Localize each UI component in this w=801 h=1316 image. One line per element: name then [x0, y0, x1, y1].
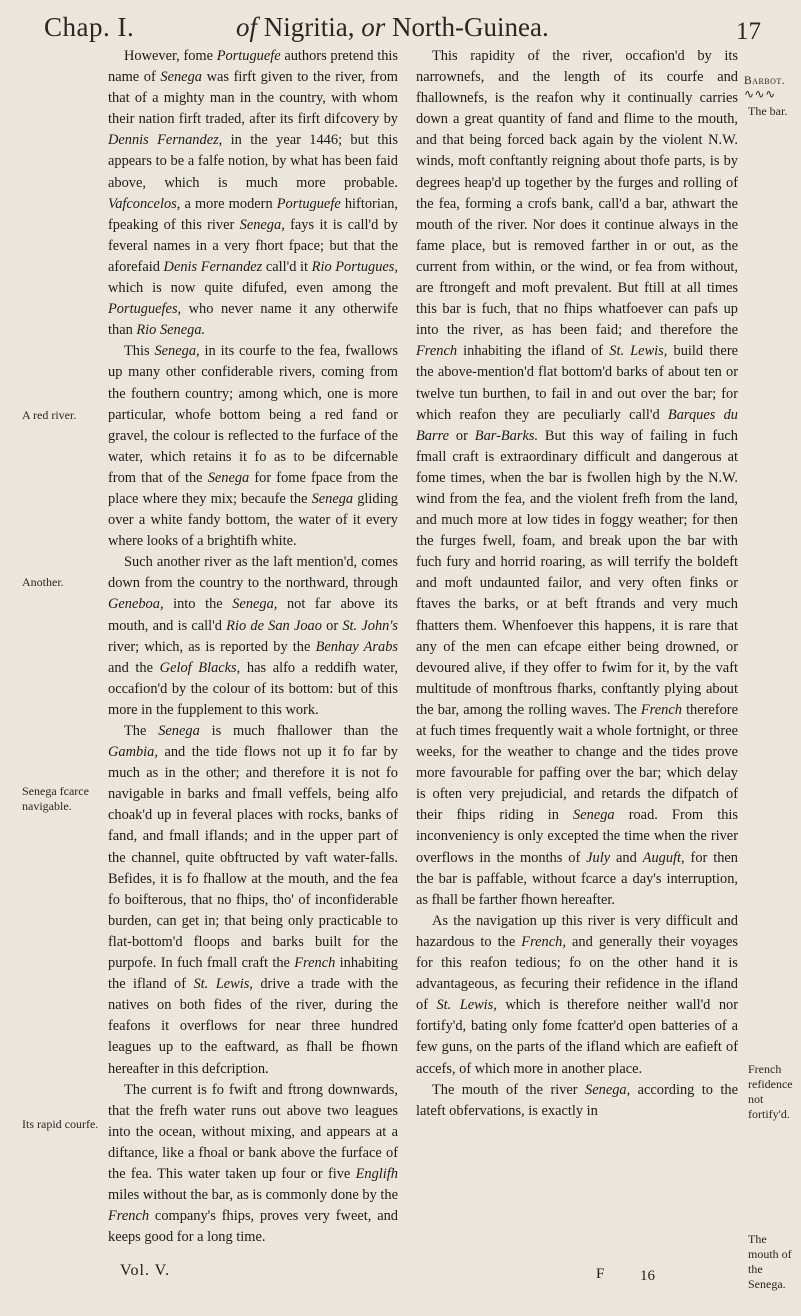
page-footer [120, 1262, 761, 1292]
italic-run: Rio Portugues, [311, 258, 398, 275]
italic-run: Rio de San Joao [226, 617, 322, 634]
italic-run: Senega, [232, 596, 278, 613]
margin-note-running-author [744, 74, 796, 99]
text-run: The current is fo fwift and ftrong downwards, that the frefh water runs out above two leagues into the ocean, without mixing, and appears at a diftance, like a fhoal or bank above the furface of the fea. This water taken up four or five [108, 1081, 398, 1182]
text-run: inhabiting the ifland of [108, 955, 398, 993]
text-run: This rapidity of the river, occafion'd by its narrownefs, and the length of its courfe and fhallownefs, is the reafon why it continually carries down a great quantity of fand and flime to the mouth, and that being forced back again by the violent N.W. winds, moft conftantly reigning about thofe parts, is by degrees heap'd up together by the furges and rolling of the fea, forming a crofs bank, call'd a bar, athwart the mouth of the river. Nor does it continue always in the fame place, but is removed farther in or out, as the current from within, or the wind, or fea from without, are ftrongeft and moft prevalent. But ftill at all times this bar is fuch, that no fhips whatfoever can pafs up into the river, as has been faid; and therefore the [416, 48, 738, 339]
italic-run: July [586, 849, 611, 866]
italic-run: French [640, 701, 682, 718]
italic-run: Senega, [585, 1081, 631, 1098]
paragraph [416, 911, 738, 1080]
right-text-column [416, 46, 738, 1258]
running-author: Barbot. [744, 75, 786, 87]
italic-run: Senega [207, 469, 250, 486]
margin-note-another: Another. [22, 575, 64, 589]
italic-run: St. Lewis, [436, 997, 497, 1014]
text-run: call'd it [262, 258, 312, 275]
text-run: or [321, 617, 343, 634]
italic-run: French, [521, 933, 566, 950]
text-run: which is therefore neither wall'd nor fortify'd, bating only fome fcatter'd open batteries of a few guns, on the parts of the ifland which are eafieft of accefs, of which more in another place. [416, 997, 738, 1077]
text-run: hiftorian, fpeaking of this river [108, 195, 398, 233]
text-run: in the year 1446; but this appears to be a falfe notion, by what has been faid above, which is much more probable. [108, 132, 398, 191]
text-run: However, fome [124, 48, 217, 64]
catchword: 16 [640, 1268, 655, 1284]
text-run: for fome fpace from the place where they mix; becaufe the [108, 469, 398, 507]
ornament-icon: ∿∿∿ [744, 87, 776, 101]
text-run: gliding over a white fandy bottom, the water of it every where looks of a brightifh white. [108, 490, 398, 550]
italic-run: Denis Fernandez [163, 258, 263, 275]
text-run: is much fhallower than the [199, 723, 398, 739]
italic-run: Vafconcelos, [108, 195, 181, 212]
italic-run: Senega [573, 807, 615, 824]
italic-run: Senega [158, 723, 200, 739]
text-run: according to the lateft obfervations, is exactly in [416, 1081, 738, 1119]
running-title [236, 12, 549, 43]
text-run: inhabiting the ifland of [457, 343, 610, 360]
text-run: not far above its mouth, and is call'd [108, 596, 398, 634]
text-run: a more modern [180, 195, 277, 212]
paragraph [108, 341, 398, 552]
italic-run: Bar-Barks. [474, 427, 539, 444]
paragraph [108, 552, 398, 721]
italic-run: Geneboa, [108, 596, 164, 613]
text-run: authors pretend this name of [108, 48, 398, 86]
text-run: into the [163, 596, 233, 613]
text-run: The [124, 723, 159, 739]
text-run: or [449, 427, 475, 444]
signature-mark: F [596, 1266, 605, 1282]
text-run: and the tide flows not up it fo far by much as in the other; and therefore it is not fo navigable in barks and fmall veffels, being alfo choak'd up in feveral places with rocks, banks of fand, and fmall iflands; and in the upper part of the channel, quite obftructed by vaft water-falls. Befides, it is fo fhallow at the mouth, and the fea fo boifterous, that no fhips, tho' of inconfiderable burden, can get in; that being only practicable to flat-bottom'd floops and barks built for the purpofe. In fuch fmall craft the [108, 744, 398, 972]
italic-run: Rio Senega. [136, 322, 206, 339]
text-run: The mouth of the river [432, 1081, 586, 1098]
italic-run: Senega [311, 490, 354, 507]
italic-run: French [294, 955, 336, 972]
margin-note-mouth-senega: The mouth of the Senega. [748, 1232, 792, 1291]
text-run: river; which, as is reported by the [108, 638, 316, 655]
italic-run: Auguft, [642, 849, 685, 866]
italic-run: St. John's [342, 617, 398, 634]
paragraph [108, 1080, 398, 1249]
italic-run: Dennis Fernandez, [108, 132, 223, 149]
text-run: road. From this inconveniency is only excepted the time when the river overflows in the months of [416, 807, 738, 866]
margin-note-the-bar: The bar. [748, 104, 788, 118]
left-text-column [108, 46, 398, 1258]
margin-note-rapid-course: Its rapid courfe. [22, 1117, 99, 1131]
volume-label: Vol. V. [120, 1262, 171, 1279]
text-run: fays it is call'd by feveral names in a very fhort fpace; but that the aforefaid [108, 216, 398, 275]
italic-run: French [416, 343, 458, 360]
text-run: Such another river as the laft mention'd, comes down from the country to the northward, through [108, 554, 398, 592]
text-run: in its courfe to the fea, fwallows up many other confiderable rivers, coming from the fouthern country; among which, one is more particular, whofe bottom being a red fand or gravel, the colour is reflected to the furface of the water, which retains it fo as to be difcernable from that of the [108, 343, 398, 486]
italic-run: French [108, 1208, 150, 1225]
text-run: But this way of failing in fuch fmall craft is extraordinary difficult and dangerous at fome times, when the bar is fwollen high by the N.W. wind from the fea, and the violent frefh from the land, and much more at low tides in foggy weather; for then the furges fwell, foam, and break upon the bar with fuch fury and horrid roaring, as will terrify the boldeft and moft undaunted failor, and very often finks or ftaves the barks, or at beft ftrands and very much fhatters them. Whenfoever this happens, it is rare that any of the men can efcape either being drowned, or devoured alive, if they offer to fwim for it, by the vaft multitude of monftrous fharks, conftantly plying about the bar, among the rolling waves. The [416, 427, 738, 718]
italic-run: Benhay Arabs [315, 638, 398, 655]
text-run: therefore at fuch times frequently wait a whole fortnight, or three weeks, for the weather to change and the tides prove more favourable for paffing over the bar; which delay is often very prejudicial, and retards the difpatch of their fhips riding in [416, 701, 738, 824]
italic-run: Gambia, [108, 744, 158, 761]
text-run: which is now quite difufed, even among the [108, 280, 398, 297]
margin-note-french-residence: French refidence not fortify'd. [748, 1062, 793, 1121]
italic-run: Gelof Blacks, [159, 659, 241, 676]
title-rest: North-Guinea. [392, 12, 549, 42]
text-run: and the [108, 659, 160, 676]
title-or: or [361, 12, 386, 42]
text-run: for then the bar is paffable, without fcarce a day's interruption, as fhall be farther fhown hereafter. [416, 849, 738, 908]
margin-note-scarce-navigable: Senega fcarce navigable. [22, 784, 89, 813]
italic-run: St. Lewis, [193, 976, 253, 993]
text-run: and generally their voyages for this reafon tedious; fo on the other hand it is advantageous, as fecuring their refidence in the ifland of [416, 933, 738, 1014]
paragraph [416, 1080, 738, 1122]
text-run: was firft given to the river, from that of a mighty man in the country, with whom their nation firft traded, after its firft difcovery by [108, 69, 398, 128]
text-run: miles without the bar, as is commonly done by the [108, 1187, 398, 1204]
paragraph [108, 721, 398, 1080]
italic-run: Senega, [154, 343, 200, 360]
paragraph [108, 46, 398, 341]
chapter-label: Chap. I. [44, 12, 135, 42]
text-run: drive a trade with the natives on both fides of the river, during the feafons it overflows for near three hundred leagues up to the eaftward, as fhall be fhown hereafter in this defcription. [108, 976, 398, 1077]
italic-run: Senega, [239, 216, 285, 233]
title-of: of [236, 12, 258, 42]
italic-run: Portuguefe [216, 48, 281, 64]
text-run: and [610, 849, 643, 866]
text-run: who never name it any otherwife than [108, 301, 398, 339]
text-run: has alfo a reddifh water, occafion'd by the colour of its bottom: but of this more in the fupplement to this work. [108, 659, 398, 718]
italic-run: Barques du Barre [416, 406, 738, 444]
paragraph [416, 46, 738, 911]
italic-run: Senega [160, 69, 202, 86]
italic-run: Portuguefe [276, 195, 341, 212]
text-run: This [124, 343, 155, 360]
italic-run: Portuguefes, [108, 301, 182, 318]
text-run: As the navigation up this river is very difficult and hazardous to the [416, 912, 738, 950]
italic-run: St. Lewis, [609, 343, 668, 360]
margin-note-red-river: A red river. [22, 408, 77, 422]
page-number: 17 [736, 18, 761, 45]
text-run: build there the above-mention'd flat bottom'd barks of about ten or twelve tun burthen, to fail in and out over the bar; for which reafon they are peculiarly call'd [416, 343, 738, 423]
title-main: Nigritia, [263, 12, 355, 42]
text-run: company's fhips, proves very fweet, and keeps good for a long time. [108, 1208, 398, 1246]
italic-run: Englifh [355, 1165, 398, 1182]
